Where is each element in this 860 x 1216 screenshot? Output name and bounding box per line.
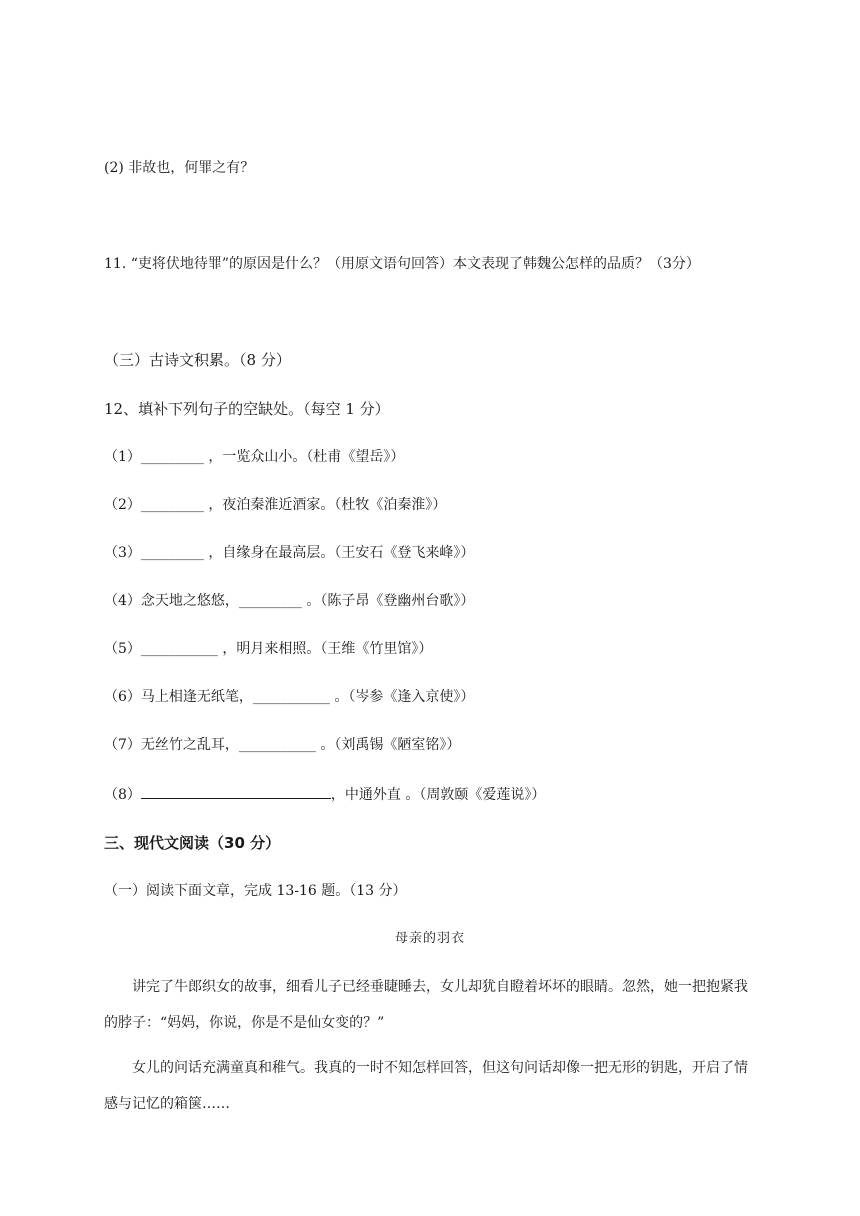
blank-item-4: （4）念天地之悠悠，_________ 。（陈子昂《登幽州台歌》）	[104, 593, 475, 609]
article-paragraph-2: 女儿的问话充满童真和稚气。我真的一时不知怎样回答，但这句问话却像一把无形的钥匙，开启了情感与记忆的箱箧……	[104, 1060, 748, 1112]
section-heading-classical-poetry: （三）古诗文积累。（8 分）	[104, 351, 291, 369]
part-3-heading: 三、现代文阅读（30 分）	[104, 834, 281, 852]
blank-item-1: （1）_________ ，一览众山小。（杜甫《望岳》）	[104, 449, 405, 465]
article-paragraph-1: 讲完了牛郎织女的故事，细看儿子已经垂睫睡去，女儿却犹自瞪着坏坏的眼睛。忽然，她一把抱紧我的脖子：“妈妈，你说，你是不是仙女变的？”	[104, 979, 748, 1031]
blank-item-2: （2）_________ ，夜泊秦淮近酒家。（杜牧《泊秦淮》）	[104, 497, 447, 513]
part-3-subheading: （一）阅读下面文章，完成 13-16 题。（13 分）	[104, 883, 407, 899]
article-title: 母亲的羽衣	[394, 931, 465, 946]
blank-item-3: （3）_________ ，自缘身在最高层。（王安石《登飞来峰》）	[104, 545, 475, 561]
blank-item-8	[104, 784, 545, 805]
blank-item-8-prefix: （8）	[104, 787, 141, 803]
blank-item-5: （5）___________ ，明月来相照。（王维《竹里馆》）	[104, 641, 433, 657]
blank-line-8	[141, 784, 331, 799]
question-10-2: (2) 非故也，何罪之有？	[104, 160, 255, 176]
blank-item-8-suffix: ，中通外直 。（周敦颐《爱莲说》）	[330, 787, 546, 803]
blank-item-6: （6）马上相逢无纸笔，___________ 。（岑参《逢入京使》）	[104, 689, 475, 705]
blank-item-7: （7）无丝竹之乱耳，___________ 。（刘禹锡《陋室铭》）	[104, 737, 461, 753]
question-12: 12、填补下列句子的空缺处。（每空 1 分）	[104, 400, 390, 418]
question-11: 11. “吏将伏地待罪”的原因是什么？（用原文语句回答）本文表现了韩魏公怎样的品质？（3分）	[104, 256, 700, 272]
